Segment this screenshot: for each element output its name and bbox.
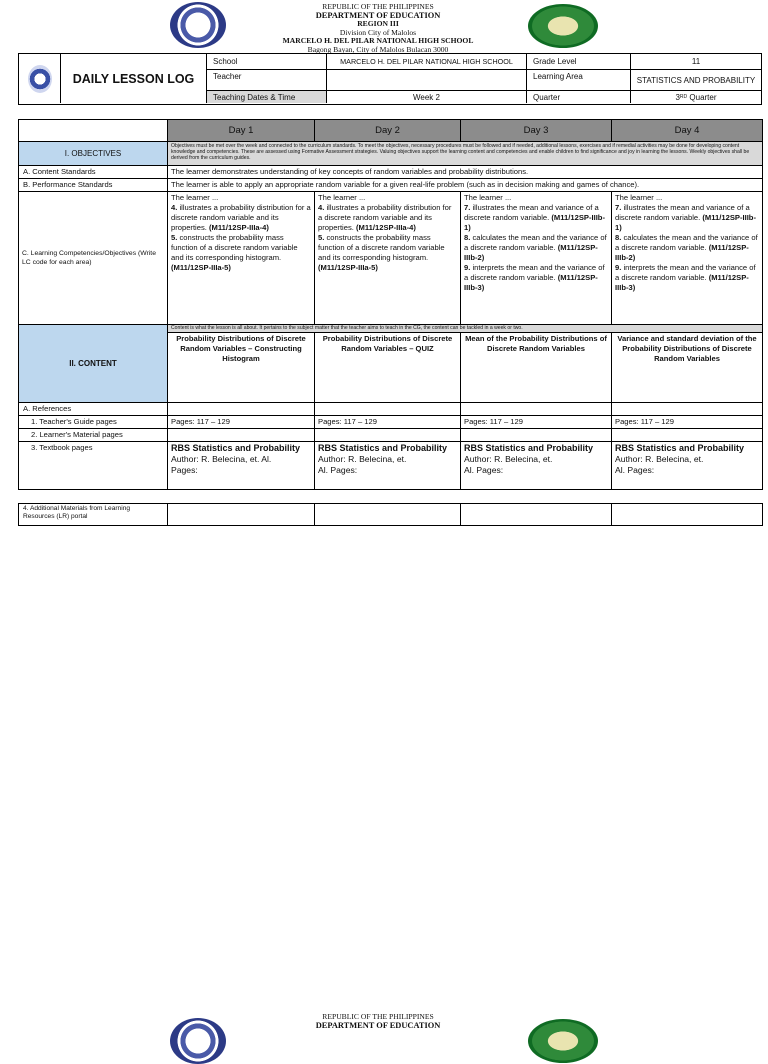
day-1-header: Day 1	[168, 120, 315, 142]
content-standards-value: The learner demonstrates understanding of key concepts of random variables and probability distributions.	[168, 166, 763, 179]
textbook-author: Author: R. Belecina, et. Al.	[171, 454, 272, 464]
corner-cell	[19, 120, 168, 142]
competency-text: interprets the mean and the variance of a discrete random variable.	[464, 263, 605, 282]
references-label: A. References	[19, 403, 168, 416]
content-note-row	[19, 325, 763, 333]
competency-text: interprets the mean and the variance of a discrete random variable.	[615, 263, 756, 282]
day-4-header: Day 4	[612, 120, 763, 142]
competency-num: 7.	[464, 203, 471, 212]
day-header-row	[19, 120, 763, 142]
textbook-author: Author: R. Belecina, et.	[318, 454, 407, 464]
content-standards-label: A. Content Standards	[19, 166, 168, 179]
deped-seal-icon	[170, 1018, 226, 1064]
competency-num: 4.	[318, 203, 325, 212]
additional-materials-label: 4. Additional Materials from Learning Resources (LR) portal	[19, 504, 168, 526]
textbook-day-3	[461, 442, 612, 490]
competency-text: constructs the probability mass function of a discrete random variable and its corresponding histogram.	[171, 233, 298, 262]
competency-text: illustrates the mean and variance of a discrete random variable.	[464, 203, 599, 222]
competency-text: calculates the mean and the variance of a discrete random variable.	[464, 233, 607, 252]
tg-pages-day-3: Pages: 117 – 129	[461, 416, 612, 429]
textbook-pages: Pages:	[171, 465, 198, 476]
quarter-word: Quarter	[689, 92, 717, 102]
tg-pages-day-2: Pages: 117 – 129	[315, 416, 461, 429]
competency-code: (M11/12SP-IIIa-5)	[171, 263, 231, 272]
competency-code: (M11/12SP-IIIa-4)	[209, 223, 269, 232]
textbook-title: RBS Statistics and Probability	[464, 443, 594, 453]
next-page-letterhead	[0, 1010, 768, 1030]
competencies-label: C. Learning Competencies/Objectives (Write LC code for each area)	[19, 192, 168, 325]
competency-day-3	[461, 192, 612, 325]
performance-standards-value: The learner is able to apply an appropriate random variable for a given real-life problem (such as in decision making and games of chance).	[168, 179, 763, 192]
additional-materials-row	[19, 504, 763, 526]
content-day-4: Variance and standard deviation of the Probability Distributions of Discrete Random Variables	[612, 333, 763, 403]
deped-seal-icon	[170, 2, 226, 48]
letterhead-text	[230, 3, 526, 54]
learning-area-value: STATISTICS AND PROBABILITY	[631, 70, 761, 91]
content-day-1: Probability Distributions of Discrete Random Variables – Constructing Histogram	[168, 333, 315, 403]
performance-standards-row	[19, 179, 763, 192]
textbook-row	[19, 442, 763, 490]
competency-day-1	[168, 192, 315, 325]
tg-pages-day-4: Pages: 117 – 129	[612, 416, 763, 429]
competency-code: (M11/12SP-IIIa-4)	[356, 223, 416, 232]
letterhead-line-3: REGION III	[357, 19, 399, 28]
performance-standards-label: B. Performance Standards	[19, 179, 168, 192]
next-page-letterhead-text	[230, 1013, 526, 1030]
competency-text: illustrates the mean and variance of a discrete random variable.	[615, 203, 750, 222]
textbook-day-4	[612, 442, 763, 490]
competency-intro: The learner ...	[318, 193, 366, 202]
competency-num: 5.	[318, 233, 325, 242]
competency-num: 8.	[464, 233, 471, 242]
textbook-day-2	[315, 442, 461, 490]
grade-value: 11	[631, 54, 761, 70]
competency-num: 9.	[464, 263, 471, 272]
textbook-label: 3. Textbook pages	[19, 442, 168, 490]
objectives-label: I. OBJECTIVES	[19, 142, 168, 166]
competency-code: (M11/12SP-IIIb-2)	[464, 243, 598, 262]
page-title: DAILY LESSON LOG	[61, 54, 207, 103]
competency-day-4	[612, 192, 763, 325]
school-seal-icon	[528, 4, 598, 48]
grade-label: Grade Level	[527, 54, 631, 70]
teacher-label: Teacher	[207, 70, 327, 91]
competency-intro: The learner ...	[615, 193, 663, 202]
teachers-guide-label: 1. Teacher's Guide pages	[19, 416, 168, 429]
school-label: School	[207, 54, 327, 70]
textbook-day-1	[168, 442, 315, 490]
competency-day-2	[315, 192, 461, 325]
lesson-table	[18, 119, 763, 490]
quarter-value	[631, 91, 761, 103]
competency-num: 5.	[171, 233, 178, 242]
content-day-3: Mean of the Probability Distributions of Discrete Random Variables	[461, 333, 612, 403]
letterhead-line-6: Bagong Bayan, City of Malolos Bulacan 3000	[307, 44, 449, 54]
dates-value: Week 2	[327, 91, 527, 103]
references-row	[19, 403, 763, 416]
learners-material-row	[19, 429, 763, 442]
textbook-title: RBS Statistics and Probability	[318, 443, 448, 453]
additional-materials-table	[18, 503, 763, 526]
textbook-title: RBS Statistics and Probability	[171, 443, 301, 453]
quarter-label: Quarter	[527, 91, 631, 103]
textbook-pages: Al. Pages:	[318, 465, 358, 476]
letterhead-line-2: DEPARTMENT OF EDUCATION	[315, 10, 441, 20]
deped-logo-icon	[28, 65, 52, 93]
textbook-pages: Al. Pages:	[464, 465, 504, 476]
competency-text: illustrates a probability distribution for a discrete random variable and its properties.	[171, 203, 311, 232]
competency-intro: The learner ...	[171, 193, 219, 202]
competency-code: (M11/12SP-IIIb-1)	[615, 213, 756, 232]
competency-intro: The learner ...	[464, 193, 512, 202]
teacher-value	[327, 70, 527, 91]
competency-code: (M11/12SP-IIIb-3)	[615, 273, 749, 292]
competency-num: 9.	[615, 263, 622, 272]
learning-area-label: Learning Area	[527, 70, 631, 91]
textbook-author: Author: R. Belecina, et.	[615, 454, 704, 464]
competency-num: 8.	[615, 233, 622, 242]
competency-text: constructs the probability mass function of a discrete random variable and its corresponding histogram.	[318, 233, 445, 262]
letterhead-line-4: Division City of Malolos	[339, 27, 417, 37]
header-logo	[19, 54, 61, 103]
day-2-header: Day 2	[315, 120, 461, 142]
competency-code: (M11/12SP-IIIa-5)	[318, 263, 378, 272]
objectives-note: Objectives must be met over the week and connected to the curriculum standards. To meet the objectives, necessary procedures must be followed and if needed, additional lessons, exercises and if remedial activities may be done for developing content knowledge and competencies. These are assessed using Formative Assessment strategies. Valuing objectives support the learning content and competencies and enable children to find significance and joy in learning the lessons. Weekly objectives shall be derived from the curriculum guides.	[168, 142, 763, 166]
competencies-row	[19, 192, 763, 325]
content-standards-row	[19, 166, 763, 179]
content-note: Content is what the lesson is all about. It pertains to the subject matter that the teacher aims to teach in the CG, the content can be tackled in a week or two.	[168, 325, 763, 333]
content-day-2: Probability Distributions of Discrete Random Variables – QUIZ	[315, 333, 461, 403]
letterhead	[0, 0, 768, 54]
school-seal-icon	[528, 1019, 598, 1063]
day-3-header: Day 3	[461, 120, 612, 142]
dates-label: Teaching Dates & Time	[207, 91, 327, 103]
letterhead-line-1: REPUBLIC OF THE PHILIPPINES	[322, 1012, 434, 1021]
textbook-pages: Al. Pages:	[615, 465, 655, 476]
content-label: II. CONTENT	[19, 325, 168, 403]
objectives-row	[19, 142, 763, 166]
competency-num: 7.	[615, 203, 622, 212]
teachers-guide-row	[19, 416, 763, 429]
competency-code: (M11/12SP-IIIb-3)	[464, 273, 598, 292]
quarter-suffix: RD	[679, 94, 688, 100]
quarter-number: 3	[675, 92, 680, 102]
tg-pages-day-1: Pages: 117 – 129	[168, 416, 315, 429]
letterhead-line-2: DEPARTMENT OF EDUCATION	[315, 1020, 441, 1030]
textbook-author: Author: R. Belecina, et.	[464, 454, 553, 464]
competency-text: illustrates a probability distribution for a discrete random variable and its properties.	[318, 203, 452, 232]
letterhead-line-1: REPUBLIC OF THE PHILIPPINES	[322, 2, 434, 11]
letterhead-line-5: MARCELO H. DEL PILAR NATIONAL HIGH SCHOOL	[282, 36, 474, 45]
lesson-log-header	[18, 53, 762, 105]
competency-text: calculates the mean and the variance of a discrete random variable.	[615, 233, 758, 252]
competency-code: (M11/12SP-IIIb-1)	[464, 213, 605, 232]
competency-num: 4.	[171, 203, 178, 212]
competency-code: (M11/12SP-IIIb-2)	[615, 243, 749, 262]
learners-material-label: 2. Learner's Material pages	[19, 429, 168, 442]
textbook-title: RBS Statistics and Probability	[615, 443, 745, 453]
school-value: MARCELO H. DEL PILAR NATIONAL HIGH SCHOOL	[327, 54, 527, 70]
